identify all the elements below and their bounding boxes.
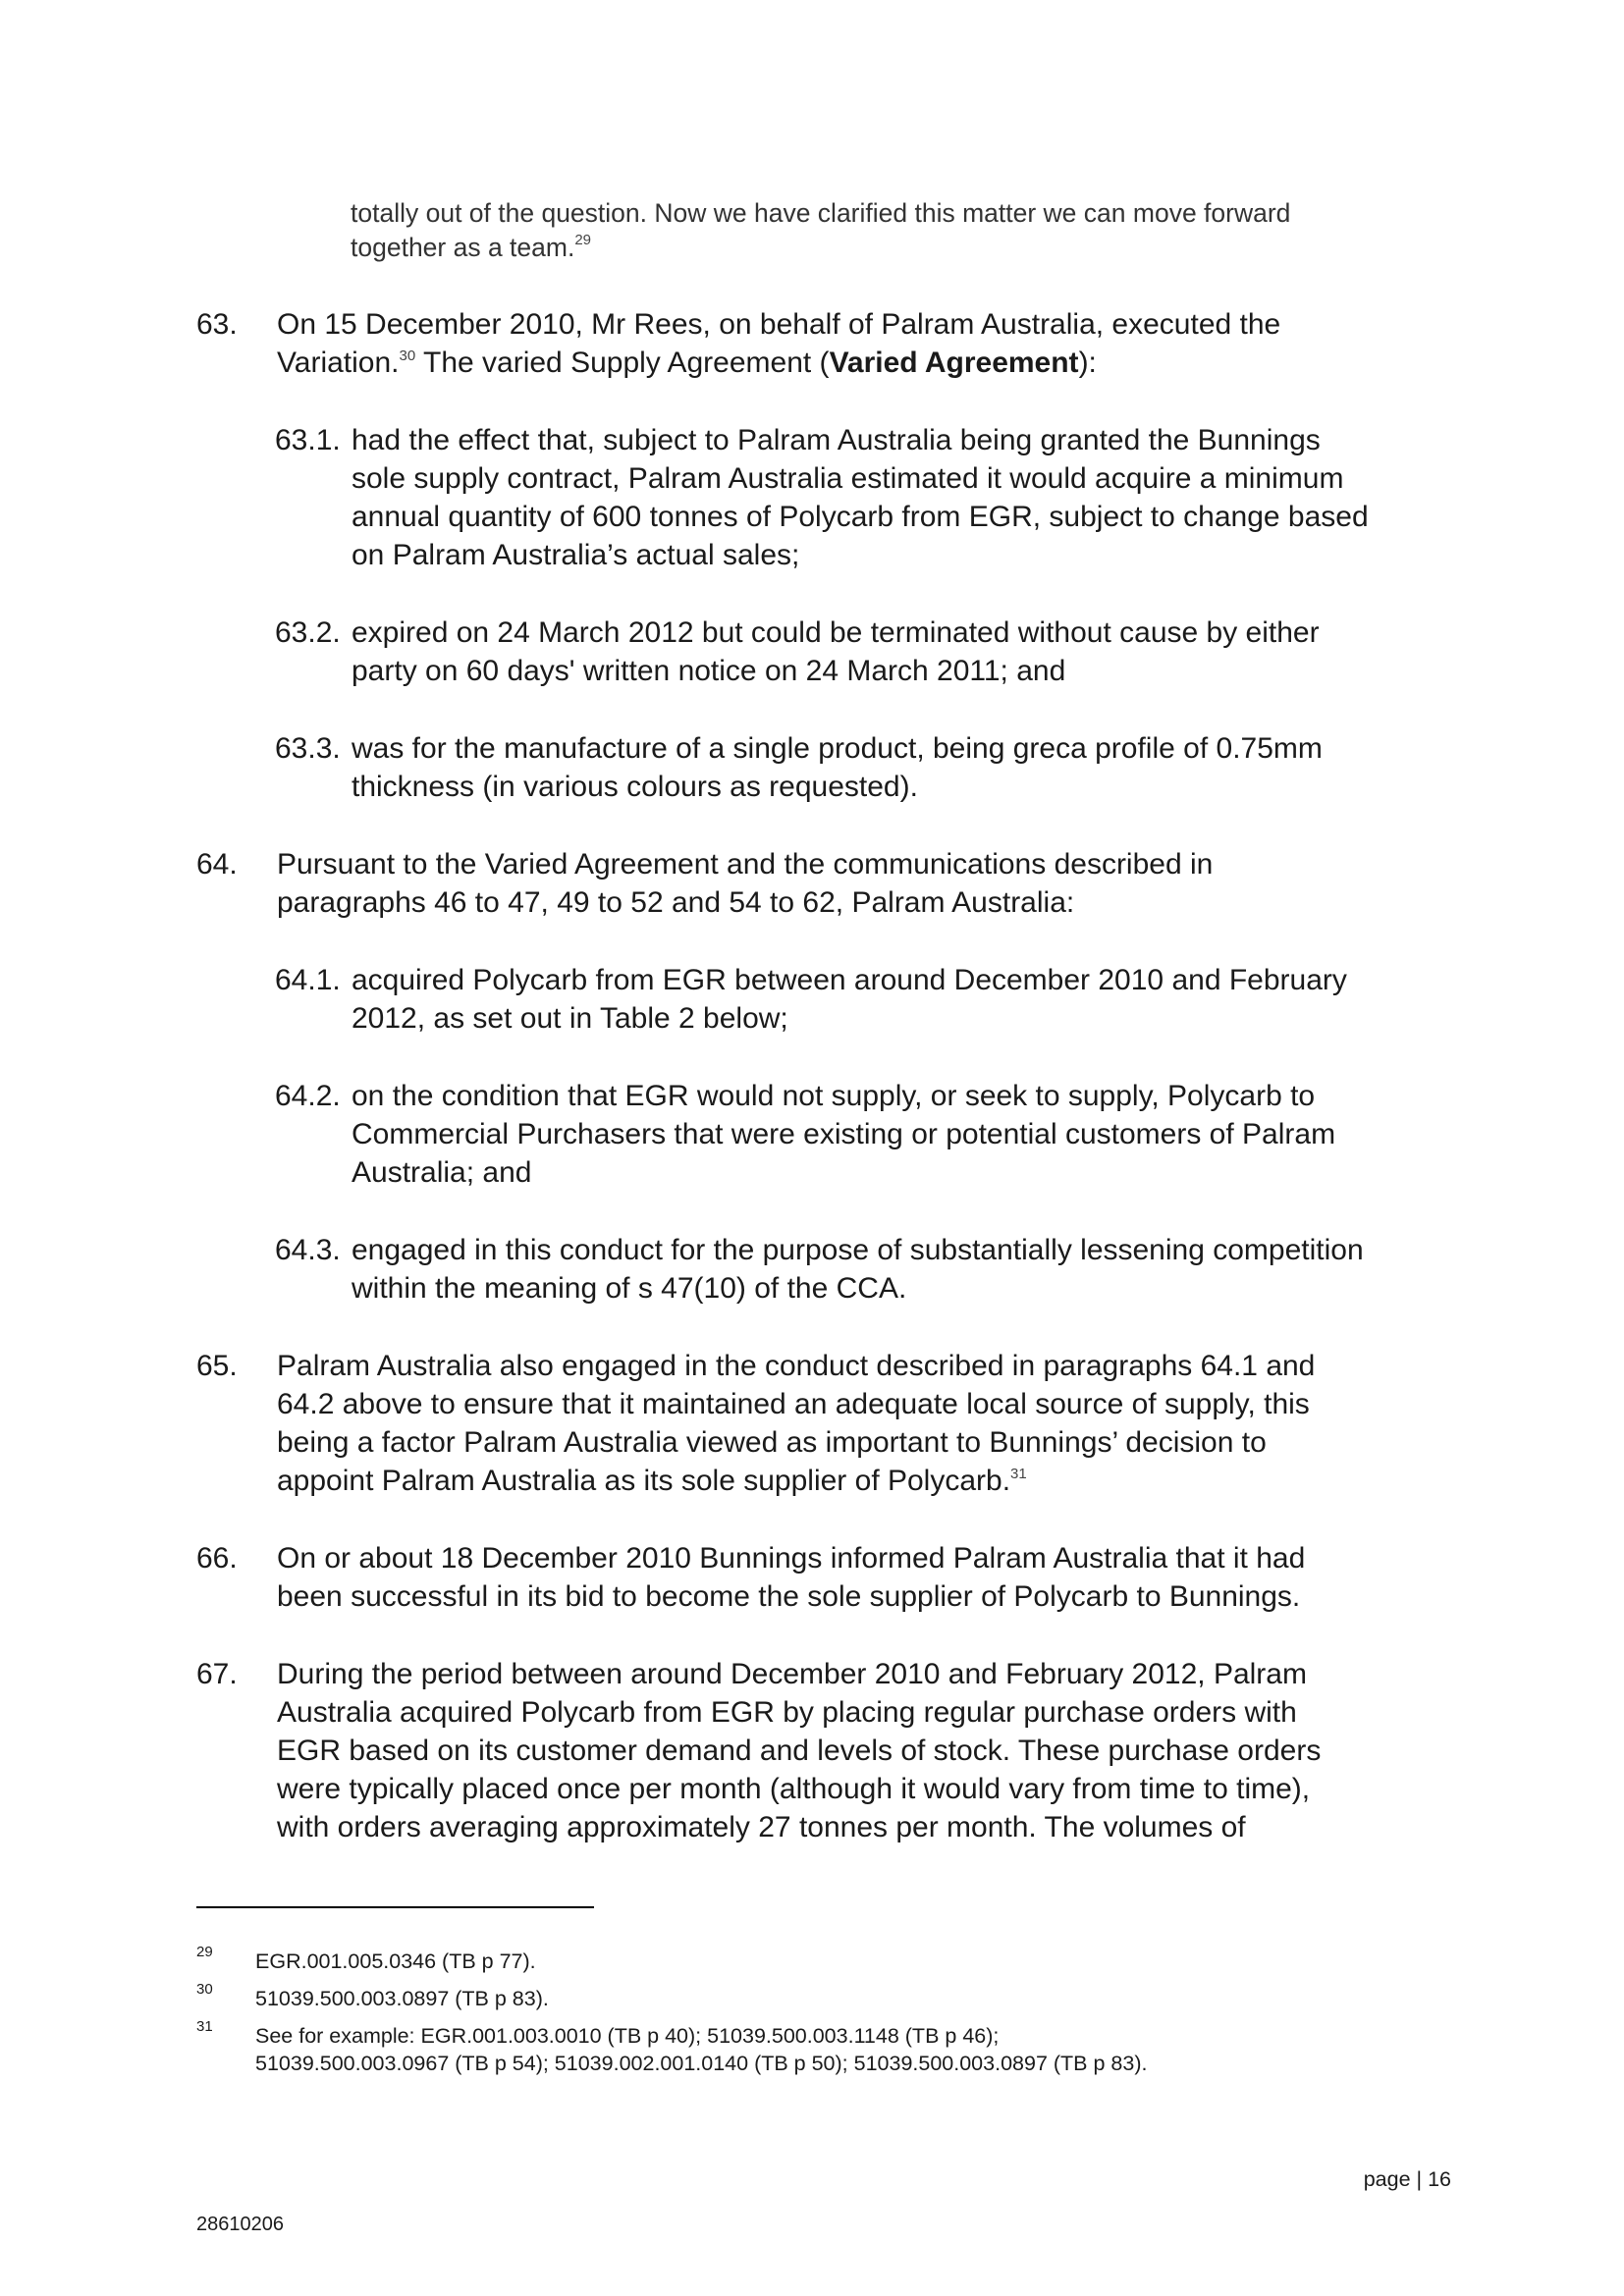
footnote-text: EGR.001.005.0346 (TB p 77).	[255, 1949, 536, 1973]
paragraph-text	[277, 305, 1367, 382]
footnote-number: 29	[196, 1944, 213, 1960]
paragraph-text: During the period between around December 2010 and February 2012, Palram Australia acquired Polycarb from EGR by placing regular purchase orders with EGR based on its customer demand and levels of stock. These purchase orders were typically placed once per month (although it would vary from time to time), with orders averaging approximately 27 tonnes per month. The volumes of	[277, 1658, 1322, 1843]
subparagraph-63-3	[275, 729, 1384, 806]
footnote-ref: 30	[399, 347, 416, 364]
subparagraph-text: acquired Polycarb from EGR between around December 2010 and February 2012, as set out in Table 2 below;	[352, 964, 1347, 1035]
subparagraph-number: 64.1.	[275, 964, 341, 996]
subparagraph-63-2	[275, 614, 1384, 690]
paragraph-text-part: Palram Australia also engaged in the conduct described in paragraphs 64.1 and 64.2 above to ensure that it maintained an adequate local source of supply, this being a factor Palram Australia viewed as important to Bunnings’ decision to appoint Palram Australia as its sole supplier of Polycarb.	[277, 1350, 1316, 1497]
paragraph-63	[196, 305, 1375, 382]
paragraph-text: On or about 18 December 2010 Bunnings informed Palram Australia that it had been successful in its bid to become the sole supplier of Polycarb to Bunnings.	[277, 1542, 1306, 1613]
page-number: page | 16	[1363, 2167, 1451, 2191]
paragraph-text	[277, 1347, 1367, 1500]
footnote-31	[196, 2018, 1375, 2077]
subparagraph-text: had the effect that, subject to Palram Australia being granted the Bunnings sole supply contract, Palram Australia estimated it would acquire a minimum annual quantity of 600 tonnes of Polycarb from EGR, subject to change based on Palram Australia’s actual sales;	[352, 424, 1369, 571]
footnote-29	[196, 1944, 1375, 1975]
paragraph-number: 63.	[196, 308, 238, 341]
subparagraph-number: 63.1.	[275, 424, 341, 456]
paragraph-number: 66.	[196, 1542, 238, 1575]
subparagraph-number: 64.2.	[275, 1080, 341, 1112]
subparagraph-64-1	[275, 961, 1384, 1038]
quote-line: totally out of the question. Now we have clarified this matter we can move forward	[351, 198, 1291, 228]
footnote-number: 30	[196, 1981, 213, 1998]
footnote-ref: 31	[1010, 1466, 1027, 1482]
quote-continuation	[351, 196, 1362, 265]
paragraph-text-part: The varied Supply Agreement (	[415, 347, 830, 379]
subparagraph-text: engaged in this conduct for the purpose of substantially lessening competition within the meaning of s 47(10) of the CCA.	[352, 1234, 1364, 1305]
subparagraph-64-3	[275, 1231, 1384, 1308]
subparagraph-text: on the condition that EGR would not supply, or seek to supply, Polycarb to Commercial Purchasers that were existing or potential customers of Palram Australia; and	[352, 1080, 1336, 1189]
footnote-line: See for example: EGR.001.003.0010 (TB p 40); 51039.500.003.1148 (TB p 46);	[255, 2024, 1000, 2048]
footnote-text: 51039.500.003.0897 (TB p 83).	[255, 1987, 549, 2010]
paragraph-number: 64.	[196, 848, 238, 881]
footnote-30	[196, 1981, 1375, 2012]
quote-line-text: together as a team.	[351, 233, 575, 262]
quote-line	[351, 231, 1362, 265]
subparagraph-text: expired on 24 March 2012 but could be terminated without cause by either party on 60 days' written notice on 24 March 2011; and	[352, 616, 1320, 687]
paragraph-67	[196, 1655, 1375, 1846]
defined-term: Varied Agreement	[829, 347, 1079, 379]
paragraph-number: 65.	[196, 1350, 238, 1382]
paragraph-number: 67.	[196, 1658, 238, 1690]
paragraph-text-part: ):	[1078, 347, 1097, 379]
subparagraph-text: was for the manufacture of a single product, being greca profile of 0.75mm thickness (in various colours as requested).	[352, 732, 1323, 803]
paragraph-66	[196, 1539, 1375, 1616]
subparagraph-number: 63.2.	[275, 616, 341, 649]
footnote-text	[255, 2022, 1355, 2077]
subparagraph-number: 63.3.	[275, 732, 341, 765]
paragraph-text: Pursuant to the Varied Agreement and the communications described in paragraphs 46 to 47, 49 to 52 and 54 to 62, Palram Australia:	[277, 848, 1214, 919]
paragraph-65	[196, 1347, 1375, 1500]
subparagraph-63-1	[275, 421, 1384, 574]
paragraph-text-part: On 15 December 2010, Mr Rees, on behalf of Palram Australia, executed the Variation.	[277, 308, 1281, 379]
document-id: 28610206	[196, 2214, 284, 2235]
paragraph-64	[196, 845, 1375, 922]
footnote-number: 31	[196, 2018, 213, 2035]
footnote-separator	[196, 1906, 594, 1908]
subparagraph-number: 64.3.	[275, 1234, 341, 1266]
subparagraph-64-2	[275, 1077, 1384, 1192]
footnote-ref: 29	[574, 232, 592, 248]
footnote-line: 51039.500.003.0967 (TB p 54); 51039.002.001.0140 (TB p 50); 51039.500.003.0897 (TB p 83).	[255, 2052, 1148, 2075]
